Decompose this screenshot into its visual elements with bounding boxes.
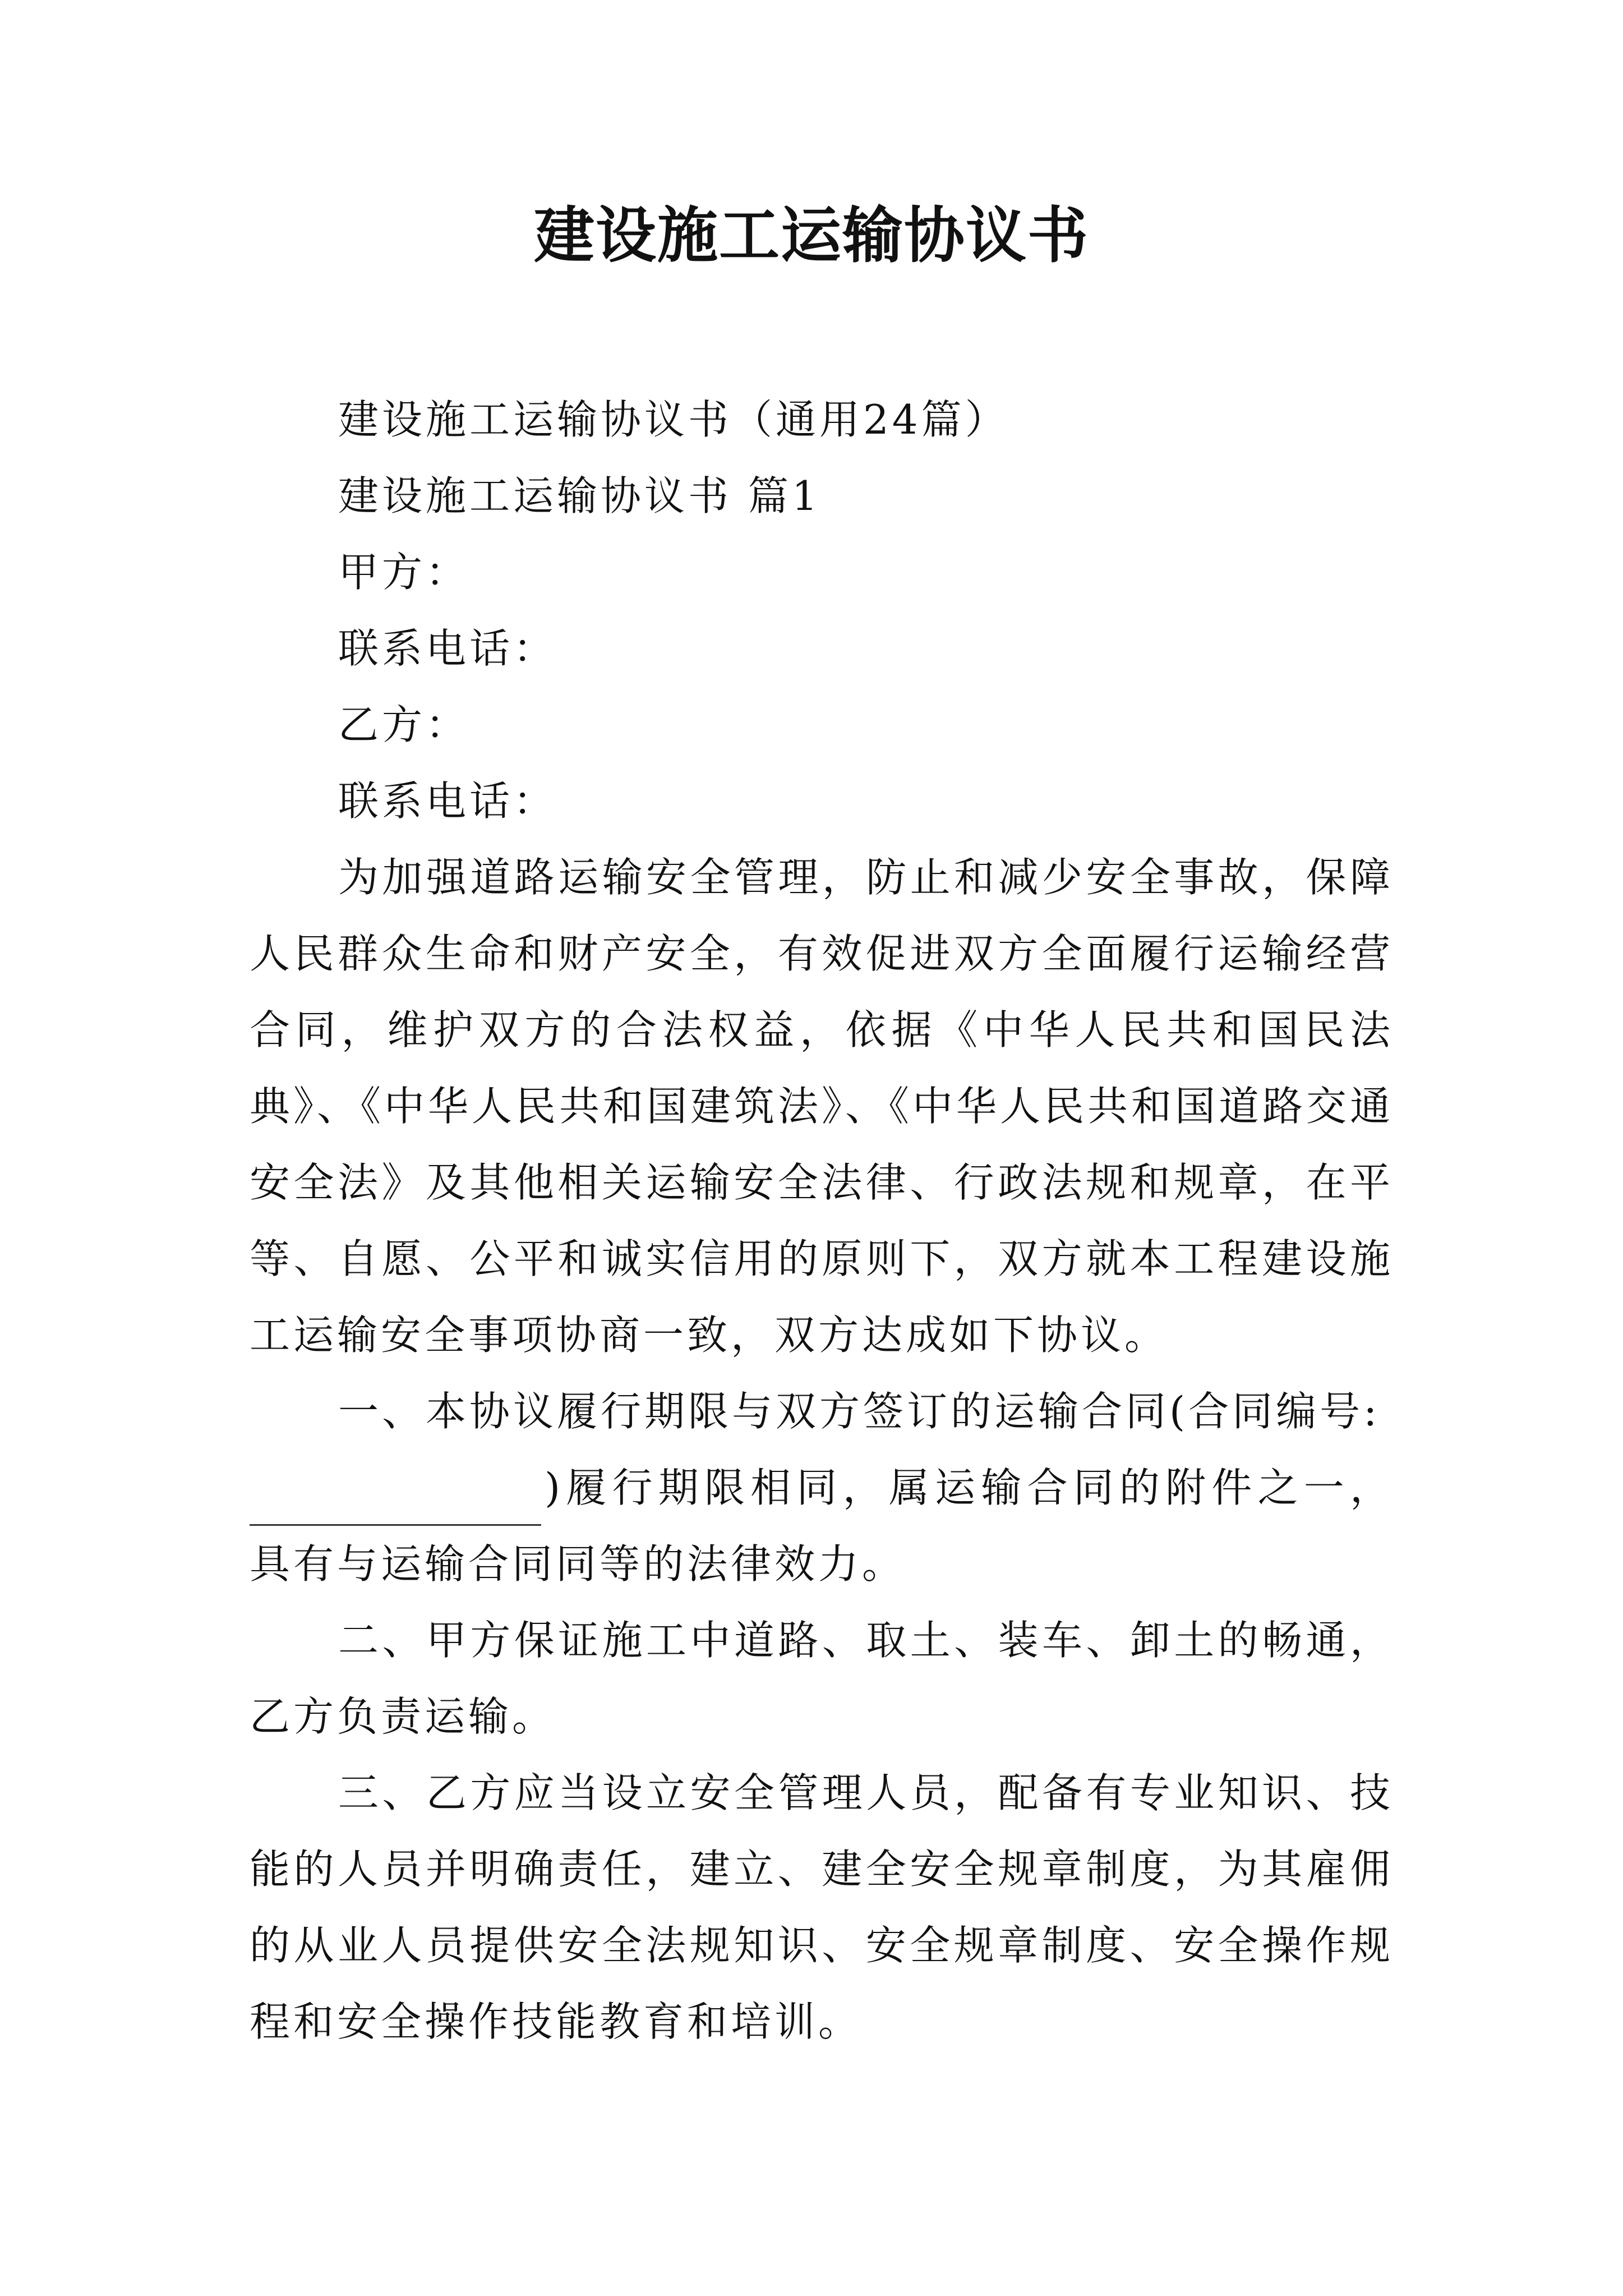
document-body xyxy=(250,381,1394,2060)
party-b-label: 乙方： xyxy=(338,701,470,748)
document-title: 建设施工运输协议书 xyxy=(533,200,1089,271)
document-subtitle: 建设施工运输协议书（通用24篇） xyxy=(338,396,1009,443)
clause-3-paragraph: 三、乙方应当设立安全管理人员，配备有专业知识、技能的人员并明确责任，建立、建全安全规章制度，为其雇佣的从业人员提供安全法规知识、安全规章制度、安全操作规程和安全操作技能教育和培训。 xyxy=(250,1769,1394,2045)
preamble-paragraph: 为加强道路运输安全管理，防止和减少安全事故，保障人民群众生命和财产安全，有效促进双方全面履行运输经营合同，维护双方的合法权益，依据《中华人民共和国民法典》、《中华人民共和国建筑法》、《中华人民共和国道路交通安全法》及其他相关运输安全法律、行政法规和规章，在平等、自愿、公平和诚实信用的原则下，双方就本工程建设施工运输安全事项协商一致，双方达成如下协议。 xyxy=(250,854,1394,1359)
clause-1-text-end: )履行期限相同，属运输合同的附件之一，具有与运输合同同等的法律效力。 xyxy=(250,1464,1394,1588)
party-a-phone-label: 联系电话： xyxy=(338,625,557,672)
clause-1-text-start: 一、本协议履行期限与双方签订的运输合同(合同编号: xyxy=(338,1388,1381,1435)
party-b-phone-label: 联系电话： xyxy=(338,777,557,825)
clause-2-paragraph: 二、甲方保证施工中道路、取土、装车、卸土的畅通，乙方负责运输。 xyxy=(250,1617,1394,1740)
section-heading: 建设施工运输协议书 篇1 xyxy=(338,472,821,519)
clause-1-paragraph xyxy=(250,1373,1394,1602)
contract-number-blank xyxy=(250,1479,541,1526)
party-a-label: 甲方： xyxy=(338,549,470,596)
